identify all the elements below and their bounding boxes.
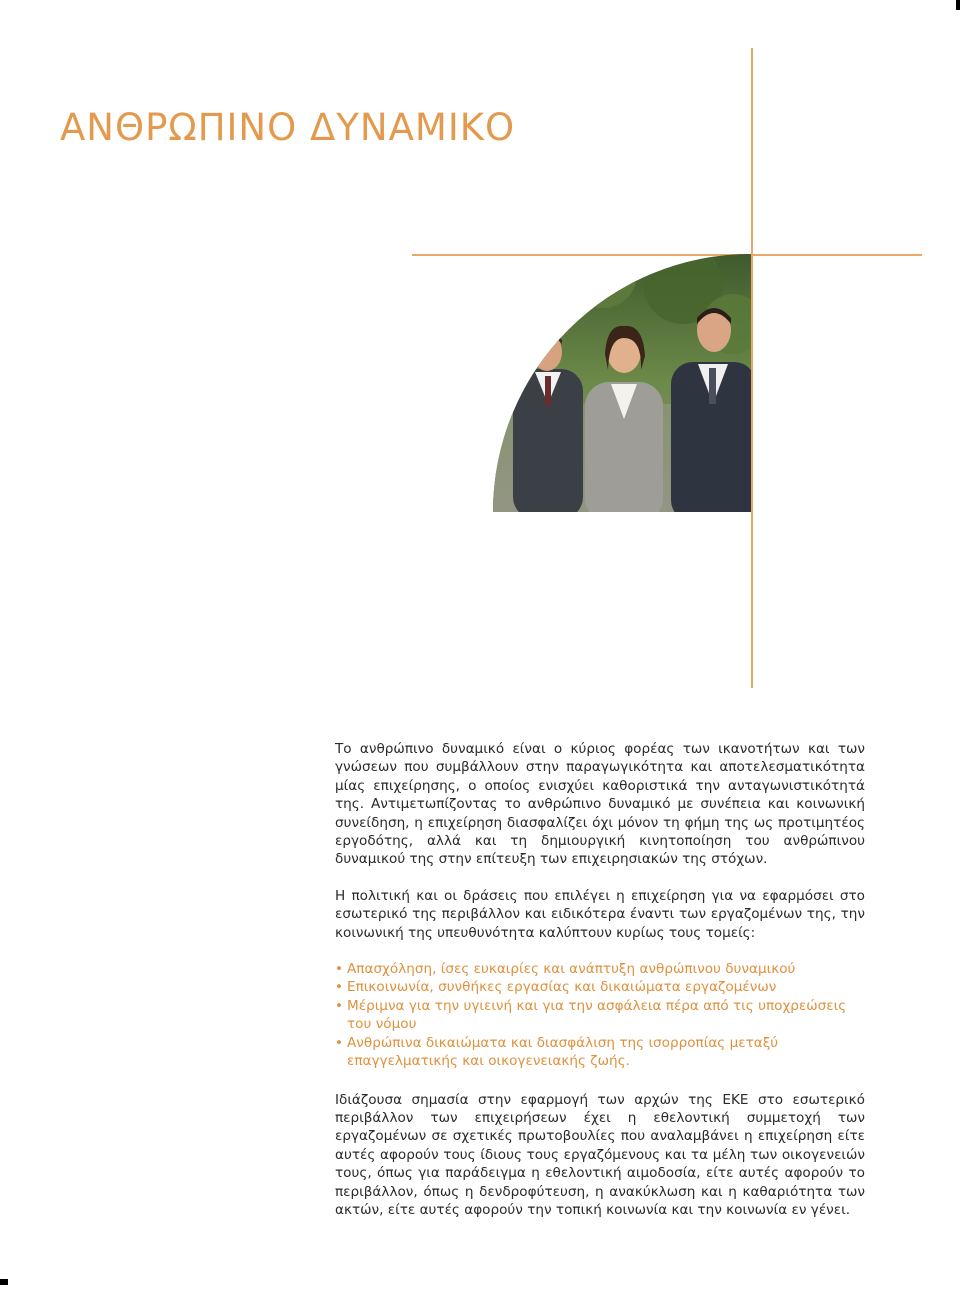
closing-paragraph: Ιδιάζουσα σημασία στην εφαρμογή των αρχών της ΕΚΕ στο εσωτερικό περιβάλλον των επιχειρήσεων έχει η εθελοντική συμμετοχή των εργαζομένων σε σχετικές πρωτοβουλίες που αναλαμβάνει η επιχείρηση είτε αυτές αφορούν τους ίδιους τους εργαζόμενους και τα μέλη των οικογενειών τους, όπως για παράδειγμα η εθελοντική αιμοδοσία, είτε αυτές αφορούν το περιβάλλον, όπως η δενδροφύτευση, η ανακύκλωση και η καθαριότητα των ακτών, είτε αυτές αφορούν την τοπική κοινωνία και την κοινωνία εν γένει.: [335, 1091, 865, 1218]
page-title: ΑΝΘΡΩΠΙΝΟ ΔΥΝΑΜΙΚΟ: [60, 106, 516, 149]
bullet-text: Μέριμνα για την υγιεινή και για την ασφάλεια πέρα από τις υποχρεώσεις του νόμου: [347, 997, 847, 1033]
bullet-item: [335, 960, 865, 978]
paragraph: Η πολιτική και οι δράσεις που επιλέγει η επιχείρηση για να εφαρμόσει στο εσωτερικό της περιβάλλον και ειδικότερα έναντι των εργαζομένων της, την κοινωνική της υπευθυνότητα καλύπτουν κυρίως τους τομείς:: [335, 887, 865, 941]
bullet-item: [335, 1034, 865, 1071]
photo-illustration: [493, 254, 751, 512]
horizontal-rule: [412, 254, 922, 256]
bullet-item: [335, 997, 865, 1034]
body-text: [335, 740, 865, 1237]
paragraph: Το ανθρώπινο δυναμικό είναι ο κύριος φορέας των ικανοτήτων και των γνώσεων που συμβάλλουν στην παραγωγικότητα και αποτελεσματικότητα μίας επιχείρησης, ο οποίος ενισχύει καθοριστικά την ανταγωνιστικότητά της. Αντιμετωπίζοντας το ανθρώπινο δυναμικό με συνέπεια και κοινωνική συνείδηση, η επιχείρηση διασφαλίζει όχι μόνον τη φήμη της ως προτιμητέος εργοδότης, αλλά και τη δημιουργική κινητοποίηση του ανθρώπινου δυναμικού της στην επίτευξη των επιχειρησιακών της στόχων.: [335, 741, 865, 868]
business-people-photo: [493, 254, 751, 512]
crop-mark: [956, 0, 960, 10]
bullet-icon: •: [335, 1034, 344, 1051]
vertical-rule: [751, 48, 753, 688]
bullet-list: [335, 960, 865, 1070]
bullet-item: [335, 978, 865, 996]
crop-mark: [0, 1279, 8, 1285]
bullet-icon: •: [335, 997, 344, 1014]
bullet-text: Απασχόληση, ίσες ευκαιρίες και ανάπτυξη ανθρώπινου δυναμικού: [347, 961, 796, 978]
bullet-text: Ανθρώπινα δικαιώματα και διασφάλιση της ισορροπίας μεταξύ επαγγελματικής και οικογενειακής ζωής.: [347, 1034, 779, 1070]
bullet-icon: •: [335, 979, 344, 996]
bullet-icon: •: [335, 961, 344, 978]
bullet-text: Επικοινωνία, συνθήκες εργασίας και δικαιώματα εργαζομένων: [347, 979, 777, 996]
